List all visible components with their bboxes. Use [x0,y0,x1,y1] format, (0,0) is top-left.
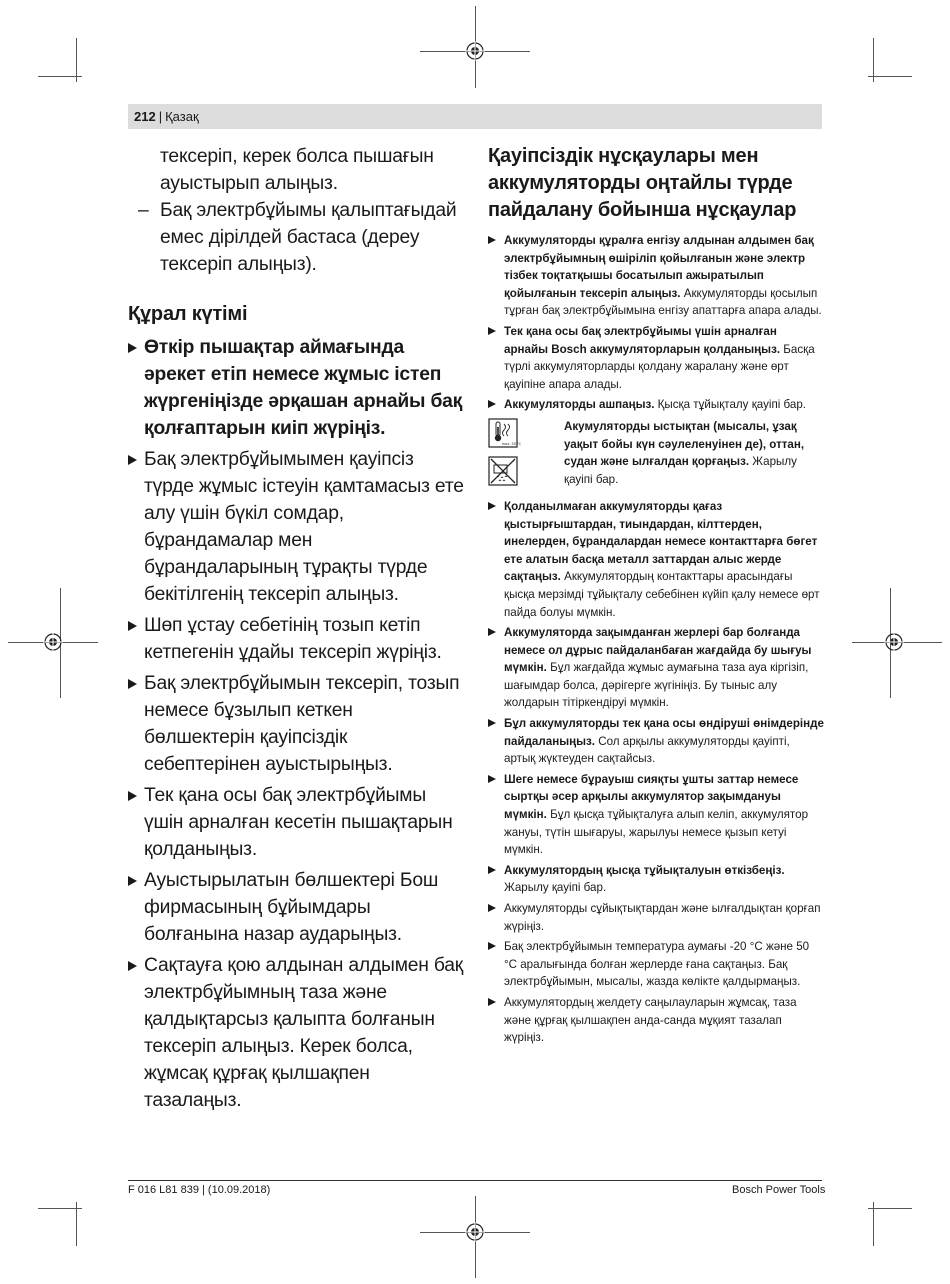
list-item-text: Бақ электрбұйымын температура аумағы -20 °C және 50 °C аралығында болған жерлерде ғана сақтаңыз. Бақ электрбұйымын, мысалы, жазда көлікте қалдырмаңыз. [504,940,810,989]
dash-list-item [128,197,464,278]
bullet-triangle-icon [488,998,496,1006]
list-item [488,994,824,1047]
registration-mark-icon [465,1222,485,1242]
continuation-text: тексеріп, керек болса пышағын ауыстырып алыңыз. [160,146,434,194]
footer-doc-id: F 016 L81 839 | (10.09.2018) [128,1184,271,1196]
header-separator: | [158,109,163,124]
bullet-triangle-icon [128,455,137,465]
list-item-bold: Аккумуляторда зақымданған жерлері бар болғанда немесе ол дұрыс пайдаланбаған жағдайда бу шығуы мүмкін. [504,626,812,675]
list-item-text: Сол арқылы аккумуляторды қауіпті, артық жүктеуден сақтайсыз. [504,734,790,766]
bullet-triangle-icon [128,876,137,886]
list-item-bold: Аккумуляторды құралға енгізу алдынан алдымен бақ электрбұйымның өшіріліп қойылғанын және электр тізбек тоқтатқышы босатылып ажыратылып қойылғанын тексеріп алыңыз. [504,234,814,300]
dash-bullet: – [138,200,149,221]
list-item-text: Бұл жағдайда жұмыс аумағына таза ауа кіргізіп, шағымдар болса, дәрігерге жүгініңіз. Бу тыныс алу жолдарын тітіркендіруі мүмкін. [504,661,809,710]
list-item-bold: Шеге немесе бұрауыш сияқты ұшты заттар немесе сыртқы әсер арқылы аккумулятор зақымдануы мүмкін. [504,772,799,822]
list-item [488,900,824,935]
bullet-triangle-icon [488,628,496,636]
list-item [488,771,824,859]
list-item-text: Аккумулятордың контакттары арасындағы қысқа мерзімді тұйықталу себебінен күйіп қалу немесе өрт пайда болуы мүмкін. [504,570,820,619]
list-item-text: Тек қана осы бақ электрбұйымы үшін арналған кесетін пышақтарын қолданыңыз. [144,785,453,860]
list-item [128,670,464,778]
list-item [488,938,824,991]
list-item [488,232,824,320]
list-item-text: Шөп ұстау себетінің тозып кетіп кетпегенін ұдайы тексеріп жүріңіз. [144,615,442,663]
list-item-text: Жарылу қауіпі бар. [504,881,607,895]
thermometer-heat-icon [488,418,521,448]
list-item-text: Аккумулятордың желдету саңылауларын жұмсақ, таза және құрғақ қылшақпен анда-санда мұқият тазалап жүріңіз. [504,995,797,1045]
bullet-triangle-icon [128,621,137,631]
bullet-triangle-icon [128,791,137,801]
list-item [128,334,464,442]
bullet-triangle-icon [128,343,137,353]
page-header-band [128,104,822,129]
list-item-text: Ауыстырылатын бөлшектері Бош фирмасының бұйымдары болғанына назар аударыңыз. [144,870,439,945]
list-item-bold: Аккумуляторды ашпаңыз. [504,398,655,412]
list-item [128,612,464,666]
list-item-text: Қысқа тұйықталу қауіпі бар. [654,398,807,412]
list-item [128,867,464,948]
bullet-triangle-icon [128,961,137,971]
warning-bold: Акумуляторды ыстықтан (мысалы, ұзақ уақыт бойы күн сәулеленуінен де), оттан, судан және ылғалдан қорғаңыз. [564,419,805,469]
warning-normal: Жарылу қауіпі бар. [564,455,797,486]
list-item-text: Аккумуляторды сұйықтықтардан және ылғалдықтан қорғап жүріңіз. [504,902,821,933]
bullet-triangle-icon [488,904,496,912]
registration-mark-icon [884,632,904,652]
list-item [488,862,824,897]
bullet-triangle-icon [488,866,496,874]
bullet-triangle-icon [488,400,496,408]
left-column [128,143,464,1118]
warning-text [564,418,824,488]
thermometer-label: max. 50 °C [502,441,521,446]
list-item-text: Бұл қысқа тұйықталуға алып келіп, аккумулятор жануы, түтін шығаруы, жарылуы немесе қызып кетуі мүмкін. [504,808,809,857]
bullet-triangle-icon [488,719,496,727]
list-item-text: Аккумуляторды қосылып тұрған бақ электрбұйымына енгізу апаттарға апара алады. [504,286,822,318]
bullet-triangle-icon [488,236,496,244]
list-item-text: Бақ электрбұйымын тексеріп, тозып немесе бұзылып кеткен бөлшектерін қауіпсіздік себептерінен ауыстырыңыз. [144,673,460,775]
bullet-triangle-icon [488,775,496,783]
no-water-icon [488,456,518,486]
list-item-text: Сақтауға қою алдынан алдымен бақ электрбұйымның таза және қалдықтарсыз қалыпта болғанын тексеріп алыңыз. Керек болса, жұмсақ құрғақ қылшақпен тазалаңыз. [144,955,464,1111]
list-item-bold: Тек қана осы бақ электрбұйымы үшін арналған арнайы Bosch аккумуляторларын қолданыңыз. [504,324,781,356]
list-item [488,396,824,414]
list-item-text: Басқа түрлі аккумуляторларды қолдану жаралану және өрт қауіпіне апара алады. [504,342,815,391]
header-language: Қазақ [165,109,199,124]
crop-mark [868,76,912,77]
bullet-triangle-icon [128,679,137,689]
bullet-triangle-icon [488,327,496,335]
section-title: Қауіпсіздік нұсқаулары мен аккумуляторды оңтайлы түрде пайдалану бойынша нұсқаулар [488,145,797,221]
page-number: 212 [134,109,156,124]
list-item [128,952,464,1114]
section-title: Құрал күтімі [128,303,248,325]
list-item [128,446,464,608]
list-item-text: Өткір пышақтар аймағында әрекет етіп немесе жұмыс істеп жүргеніңізде әрқашан арнайы бақ қолғаптарын киіп жүріңіз. [144,337,463,439]
list-item-bold: Бұл аккумуляторды тек қана осы өндіруші өнімдерінде пайдаланыңыз. [504,717,824,748]
footer-brand: Bosch Power Tools [732,1184,826,1196]
list-item [488,624,824,712]
list-item [488,323,824,393]
warning-icon-block [488,418,824,492]
list-item [488,715,824,768]
list-item-bold: Аккумулятордың қысқа тұйықталуын өткізбеңіз. [504,863,785,877]
crop-mark [38,1208,82,1209]
footer-rule [128,1180,822,1181]
list-item [128,782,464,863]
crop-mark [38,76,82,77]
right-column [488,143,824,1050]
bullet-triangle-icon [488,502,496,510]
crop-mark [868,1208,912,1209]
list-item [488,498,824,621]
list-item-text: Бақ электрбұйымымен қауіпсіз түрде жұмыс істеуін қамтамасыз ете алу үшін бүкіл сомдар, бұрандамалар мен бұрандаларының тұрақты түрде бекітілгенің тексеріп алыңыз. [144,449,464,605]
registration-mark-icon [43,632,63,652]
bullet-triangle-icon [488,942,496,950]
page-header [134,108,199,126]
dash-item-text: Бақ электрбұйымы қалыптағыдай емес дірілдей бастаса (дереу тексеріп алыңыз). [160,200,457,275]
list-item-bold: Қолданылмаған аккумуляторды қағаз қыстырғыштардан, тиындардан, кілттерден, инелерден, бұрандалардан немесе контакттарға бөгет ете алатын басқа металл заттардан алыс жерде сақтаңыз. [504,499,818,584]
registration-mark-icon [465,41,485,61]
